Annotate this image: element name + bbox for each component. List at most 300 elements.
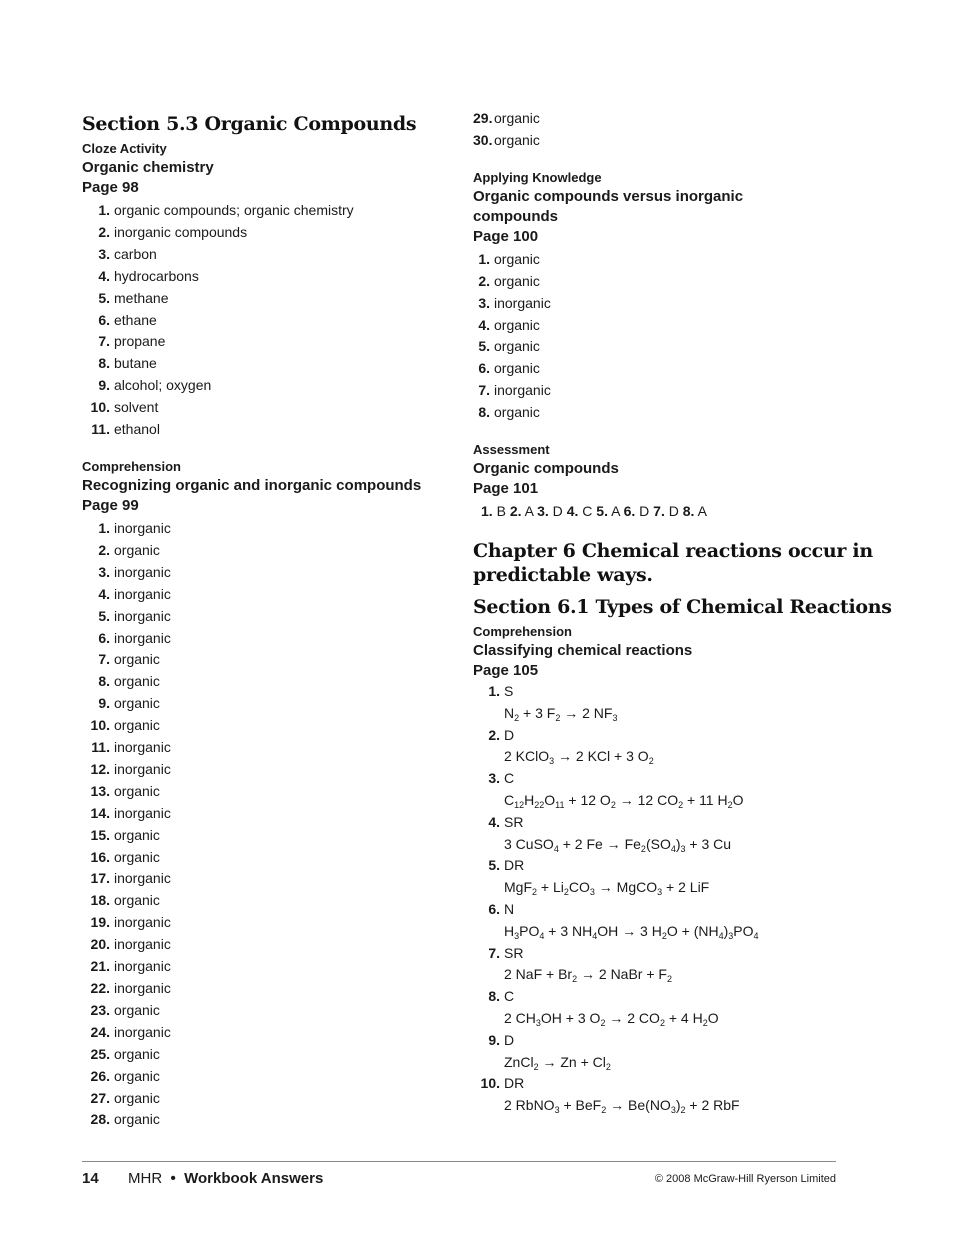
list-item: [82, 628, 452, 650]
equation-text: ): [675, 835, 681, 852]
assessment-number: 3.: [537, 503, 549, 520]
reaction-item: [473, 1030, 893, 1074]
list-item: [82, 518, 452, 540]
reaction-item: [473, 855, 893, 899]
equation-text: + 3 F: [519, 704, 556, 721]
reaction-type-row: [473, 768, 893, 790]
answer-list: [82, 200, 452, 441]
reaction-type: S: [504, 683, 514, 700]
block-kind: Cloze Activity: [82, 141, 167, 156]
equation-text: → MgCO: [594, 879, 658, 896]
assessment-answer: D: [668, 503, 679, 520]
block-kind: Assessment: [473, 442, 550, 458]
item-number: 28.: [90, 1111, 110, 1128]
reaction-type-row: [473, 812, 893, 834]
item-number: 5.: [98, 289, 110, 306]
item-number: 20.: [90, 936, 110, 953]
block-title-cont: compounds: [473, 207, 558, 225]
item-answer: inorganic: [114, 870, 171, 887]
assessment-block: [473, 440, 893, 522]
equation-text: ZnCl: [504, 1053, 534, 1070]
answer-list: [473, 249, 893, 424]
item-number: 3.: [98, 563, 110, 580]
equation-text: CO: [568, 879, 590, 896]
item-answer: inorganic: [114, 804, 171, 821]
copyright: © 2008 McGraw-Hill Ryerson Limited: [654, 1173, 836, 1185]
chemical-equation: [473, 877, 893, 899]
item-answer: inorganic: [494, 294, 551, 311]
equation-subscript: 4: [592, 930, 598, 941]
equation-text: → Be(NO: [606, 1097, 671, 1114]
reaction-type: DR: [504, 1075, 525, 1092]
item-answer: organic: [114, 826, 160, 843]
item-number: 29.: [473, 110, 493, 126]
list-item: [82, 331, 452, 353]
equation-subscript: 2: [532, 887, 538, 898]
equation-subscript: 3: [612, 712, 618, 723]
equation-text: + 4 H: [664, 1010, 703, 1027]
list-item: [82, 606, 452, 628]
equation-subscript: 22: [534, 800, 545, 811]
reactions-block: [473, 622, 893, 1117]
chapter-title-line1: Chapter 6 Chemical reactions occur in: [473, 540, 873, 563]
item-number: 9.: [488, 1031, 500, 1048]
list-item: [473, 402, 893, 424]
item-number: 23.: [90, 1001, 110, 1018]
equation-subscript: 4: [718, 930, 724, 941]
reaction-item: [473, 812, 893, 856]
chemical-equation: [473, 746, 893, 768]
list-item: [82, 584, 452, 606]
list-item: [473, 336, 893, 358]
equation-text: OH → 3 H: [597, 922, 662, 939]
equation-subscript: 3: [680, 843, 686, 854]
chemical-equation: [473, 1052, 893, 1074]
item-number: 15.: [90, 826, 110, 843]
item-answer: inorganic: [114, 629, 171, 646]
item-answer: organic: [494, 272, 540, 289]
item-number: 5.: [98, 607, 110, 624]
list-item: [82, 200, 452, 222]
item-answer: organic: [114, 695, 160, 712]
item-number: 3.: [478, 294, 490, 311]
equation-text: + 12 O: [564, 792, 611, 809]
item-answer: organic: [114, 1089, 160, 1106]
footer-book: [128, 1170, 323, 1187]
item-answer: organic: [494, 404, 540, 421]
item-number: 6.: [488, 901, 500, 918]
list-item: [82, 353, 452, 375]
reaction-type-row: [473, 681, 893, 703]
item-answer: ethanol: [114, 421, 160, 438]
footer-bullet: •: [170, 1170, 176, 1187]
item-answer: inorganic: [114, 563, 171, 580]
equation-subscript: 4: [539, 930, 545, 941]
answer-list-continued: [473, 108, 893, 152]
reaction-item: [473, 943, 893, 987]
list-item: [82, 310, 452, 332]
section-title: Section 5.3 Organic Compounds: [82, 113, 417, 135]
equation-text: + Li: [537, 879, 564, 896]
chemical-equation: [473, 921, 893, 943]
item-answer: inorganic: [114, 980, 171, 996]
chemical-equation: [473, 1008, 893, 1030]
block-title: Organic compounds: [473, 460, 619, 478]
reaction-list: [473, 681, 893, 1117]
list-item: [473, 249, 893, 271]
list-item: [82, 671, 452, 693]
block-title: Organic compounds versus inorganic: [473, 187, 744, 205]
item-number: 12.: [90, 760, 110, 777]
item-number: 11.: [91, 421, 110, 438]
equation-text: ): [723, 922, 729, 939]
item-number: 8.: [478, 404, 490, 421]
item-number: 10.: [90, 399, 110, 416]
item-answer: inorganic compounds: [114, 223, 248, 240]
item-answer: organic: [494, 110, 540, 126]
item-number: 8.: [488, 988, 500, 1005]
equation-text: N: [504, 704, 515, 721]
list-item: [82, 1022, 452, 1044]
reaction-type-row: [473, 1030, 893, 1052]
list-item: [82, 1000, 452, 1022]
item-answer: inorganic: [114, 760, 171, 777]
equation-text: ): [675, 1097, 681, 1114]
equation-subscript: 2: [702, 1018, 708, 1029]
item-number: 19.: [90, 914, 110, 931]
equation-text: 2 RbNO: [504, 1097, 555, 1114]
list-item: [473, 380, 893, 402]
item-answer: organic: [114, 673, 160, 690]
item-number: 7.: [98, 651, 110, 668]
reaction-type: C: [504, 988, 515, 1005]
item-number: 2.: [98, 541, 110, 558]
list-item: [473, 271, 893, 293]
list-item: [82, 847, 452, 869]
item-number: 5.: [478, 338, 490, 355]
list-item: [82, 759, 452, 781]
equation-text: OH + 3 O: [540, 1010, 601, 1027]
item-number: 6.: [478, 360, 490, 377]
block-title: Classifying chemical reactions: [473, 642, 693, 660]
item-number: 13.: [90, 782, 110, 799]
equation-text: + 2 RbF: [685, 1097, 740, 1114]
reaction-item: [473, 681, 893, 725]
equation-text: PO: [733, 922, 754, 939]
item-answer: organic: [494, 250, 540, 267]
item-number: 22.: [90, 980, 110, 996]
equation-text: (SO: [645, 835, 671, 852]
chemical-equation: [473, 1095, 893, 1117]
equation-text: O: [732, 792, 744, 809]
reaction-item: [473, 768, 893, 812]
page-number: 14: [82, 1170, 99, 1187]
list-item: [82, 375, 452, 397]
equation-subscript: 2: [610, 800, 616, 811]
reaction-type: DR: [504, 857, 525, 874]
equation-text: + BeF: [559, 1097, 602, 1114]
item-answer: inorganic: [494, 382, 551, 399]
equation-subscript: 2: [600, 1018, 606, 1029]
item-answer: organic: [114, 1067, 160, 1084]
equation-subscript: 2: [514, 712, 520, 723]
equation-subscript: 2: [601, 1105, 607, 1116]
item-number: 2.: [98, 223, 110, 240]
item-number: 1.: [98, 202, 110, 218]
left-column: [82, 112, 452, 1131]
item-number: 9.: [98, 695, 110, 712]
item-number: 10.: [90, 717, 110, 734]
equation-subscript: 2: [605, 1061, 611, 1072]
item-number: 14.: [90, 804, 110, 821]
answer-list: [82, 518, 452, 1131]
equation-text: H: [524, 792, 535, 809]
item-number: 4.: [488, 813, 500, 830]
right-column: [473, 112, 893, 1117]
list-item: [82, 978, 452, 1000]
list-item: [82, 222, 452, 244]
list-item: [473, 293, 893, 315]
list-item: [82, 956, 452, 978]
equation-text: → 2 KCl + 3 O: [554, 748, 649, 765]
equation-text: + 11 H: [683, 792, 728, 809]
equation-subscript: 2: [533, 1061, 539, 1072]
item-number: 1.: [478, 250, 490, 267]
equation-subscript: 2: [666, 974, 672, 985]
assessment-answer: C: [582, 503, 593, 520]
item-answer: organic: [114, 1001, 160, 1018]
equation-text: → 12 CO: [615, 792, 679, 809]
item-answer: inorganic: [114, 1023, 171, 1040]
list-item: [82, 803, 452, 825]
footer-rule: [82, 1161, 836, 1162]
equation-text: + 3 Cu: [685, 835, 732, 852]
equation-subscript: 2: [640, 843, 646, 854]
item-answer: ethane: [114, 311, 157, 328]
reaction-type-row: [473, 855, 893, 877]
item-number: 4.: [478, 316, 490, 333]
chemical-equation: [473, 964, 893, 986]
equation-subscript: 3: [670, 1105, 676, 1116]
reaction-type: C: [504, 770, 515, 787]
equation-subscript: 2: [555, 712, 561, 723]
block-page: Page 100: [473, 227, 539, 245]
list-item: [82, 934, 452, 956]
item-answer: butane: [114, 355, 157, 372]
item-answer: inorganic: [114, 585, 171, 602]
item-answer: solvent: [114, 399, 159, 416]
reaction-type-row: [473, 986, 893, 1008]
equation-text: O: [544, 792, 556, 809]
assessment-answers: [473, 501, 893, 522]
list-item: [473, 358, 893, 380]
item-answer: propane: [114, 333, 166, 350]
list-item: [82, 781, 452, 803]
item-answer: organic compounds; organic chemistry: [114, 202, 354, 218]
assessment-number: 8.: [682, 503, 695, 520]
reaction-type-row: [473, 725, 893, 747]
item-number: 26.: [90, 1067, 110, 1084]
list-item: [82, 397, 452, 419]
item-answer: methane: [114, 289, 169, 306]
reaction-type: N: [504, 901, 515, 918]
list-item: [473, 108, 893, 130]
publisher: MHR: [128, 1170, 163, 1187]
reaction-type-row: [473, 899, 893, 921]
block-page: Page 98: [82, 179, 139, 196]
footer: [82, 1170, 836, 1190]
item-number: 30.: [473, 131, 493, 148]
equation-text: + 2 Fe → Fe: [558, 835, 641, 852]
block-title: Recognizing organic and inorganic compounds: [82, 476, 422, 494]
item-number: 6.: [98, 629, 110, 646]
list-item: [82, 890, 452, 912]
list-item: [82, 1088, 452, 1110]
item-number: 3.: [488, 770, 500, 787]
list-item: [82, 649, 452, 671]
equation-subscript: 4: [553, 843, 559, 854]
chemical-equation: [473, 703, 893, 725]
list-item: [82, 825, 452, 847]
reaction-item: [473, 725, 893, 769]
equation-text: PO: [519, 922, 540, 939]
cloze-block: [82, 139, 452, 441]
equation-text: 2 CH: [504, 1010, 536, 1027]
equation-subscript: 3: [535, 1018, 541, 1029]
chapter-title-line2: predictable ways.: [473, 564, 653, 587]
item-number: 27.: [90, 1089, 110, 1106]
equation-subscript: 2: [680, 1105, 686, 1116]
item-answer: organic: [114, 1045, 160, 1062]
equation-subscript: 3: [549, 756, 555, 767]
equation-subscript: 2: [727, 800, 733, 811]
list-item: [82, 715, 452, 737]
item-answer: inorganic: [114, 607, 171, 624]
item-number: 2.: [488, 726, 500, 743]
block-page: Page 101: [473, 480, 539, 498]
chemical-equation: [473, 790, 893, 812]
reaction-type: D: [504, 1031, 515, 1048]
item-answer: inorganic: [114, 958, 171, 975]
assessment-number: 6.: [623, 503, 636, 520]
item-answer: organic: [494, 360, 540, 377]
assessment-answer: D: [639, 503, 650, 520]
equation-subscript: 2: [563, 887, 569, 898]
assessment-answer: B: [496, 503, 506, 520]
list-item: [82, 244, 452, 266]
item-number: 24.: [90, 1023, 110, 1040]
equation-subscript: 3: [554, 1105, 560, 1116]
assessment-answer: D: [552, 503, 563, 520]
block-title: Organic chemistry: [82, 159, 214, 176]
equation-subscript: 2: [572, 974, 578, 985]
list-item: [82, 288, 452, 310]
item-number: 4.: [98, 585, 110, 602]
reaction-type: SR: [504, 813, 524, 830]
book-title: Workbook Answers: [184, 1170, 324, 1187]
item-number: 4.: [98, 267, 110, 284]
item-number: 6.: [98, 311, 110, 328]
equation-text: 2 NaF + Br: [504, 966, 573, 983]
item-number: 7.: [478, 382, 490, 399]
list-item: [82, 912, 452, 934]
item-answer: organic: [114, 717, 160, 734]
chemical-equation: [473, 834, 893, 856]
list-item: [82, 868, 452, 890]
reaction-type: D: [504, 726, 515, 743]
item-number: 16.: [90, 848, 110, 865]
item-answer: organic: [114, 892, 160, 909]
equation-subscript: 2: [661, 930, 667, 941]
equation-subscript: 11: [555, 800, 565, 811]
list-item: [473, 315, 893, 337]
reaction-item: [473, 986, 893, 1030]
item-number: 1.: [488, 683, 500, 700]
assessment-number: 5.: [596, 503, 608, 520]
item-answer: organic: [494, 338, 540, 355]
item-answer: inorganic: [114, 519, 171, 536]
block-kind: Comprehension: [473, 624, 572, 640]
reaction-type-row: [473, 1073, 893, 1095]
block-page: Page 105: [473, 662, 539, 680]
equation-subscript: 3: [728, 930, 734, 941]
item-number: 18.: [90, 892, 110, 909]
equation-text: + 3 NH: [544, 922, 593, 939]
equation-subscript: 2: [659, 1018, 665, 1029]
equation-subscript: 3: [657, 887, 663, 898]
list-item: [82, 1044, 452, 1066]
list-item: [82, 419, 452, 441]
equation-text: H: [504, 922, 515, 939]
applying-block: [473, 168, 893, 424]
list-item: [82, 1066, 452, 1088]
item-answer: organic: [114, 782, 160, 799]
item-number: 10.: [480, 1075, 500, 1092]
block-page: Page 99: [82, 496, 139, 514]
assessment-answer: A: [611, 503, 620, 520]
item-number: 17.: [90, 870, 110, 887]
item-answer: inorganic: [114, 936, 171, 953]
equation-subscript: 4: [670, 843, 676, 854]
list-item: [82, 693, 452, 715]
assessment-number: 1.: [481, 503, 493, 520]
item-number: 8.: [98, 355, 110, 372]
equation-subscript: 2: [678, 800, 684, 811]
list-item: [82, 1109, 452, 1131]
list-item: [82, 737, 452, 759]
assessment-number: 2.: [509, 503, 522, 520]
equation-text: O + (NH: [666, 922, 719, 939]
item-answer: hydrocarbons: [114, 267, 199, 284]
item-number: 7.: [488, 944, 500, 961]
block-kind: Applying Knowledge: [473, 169, 602, 185]
item-answer: organic: [494, 131, 540, 148]
item-answer: organic: [114, 541, 160, 558]
assessment-answer: A: [697, 503, 707, 520]
equation-text: + 2 LiF: [662, 879, 710, 896]
equation-subscript: 12: [514, 800, 525, 811]
reaction-type-row: [473, 943, 893, 965]
item-answer: inorganic: [114, 739, 171, 756]
equation-text: → Zn + Cl: [538, 1053, 606, 1070]
list-item: [82, 266, 452, 288]
item-number: 7.: [98, 333, 110, 350]
equation-text: → 2 CO: [605, 1010, 660, 1027]
equation-subscript: 2: [648, 756, 654, 767]
item-answer: organic: [114, 1111, 160, 1128]
item-number: 5.: [488, 857, 500, 874]
equation-text: 3 CuSO: [504, 835, 554, 852]
